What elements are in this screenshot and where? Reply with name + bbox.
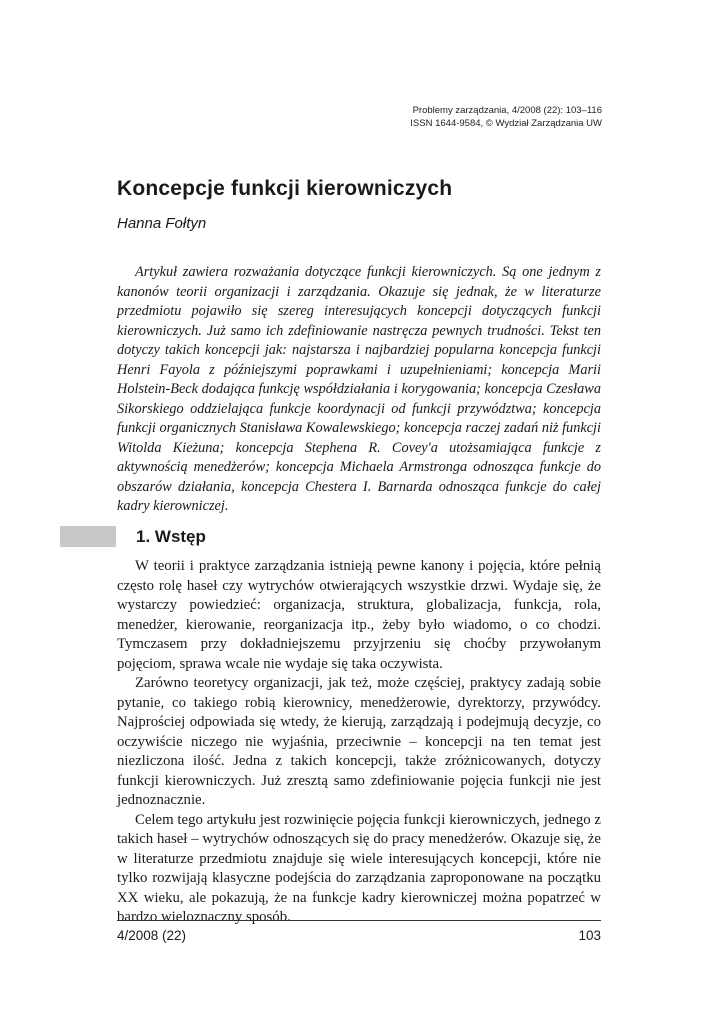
page-number: 103 (578, 928, 601, 943)
footer-issue: 4/2008 (22) (117, 928, 187, 943)
journal-info (410, 104, 602, 130)
journal-citation: Problemy zarządzania, 4/2008 (22): 103–116 (412, 105, 602, 116)
body-paragraph: Celem tego artykułu jest rozwinięcie pojęcia funkcji kierowniczych, jednego z takich haseł – wytrychów odnoszących się do pracy menedżerów. Okazuje się, że w literaturze przedmiotu znajduje się wiele interesujących koncepcji, które nie tylko rozwijają klasyczne podejścia do zarządzania zaproponowane na początku XX wieku, ale pokazują, że na funkcje kadry kierowniczej można popatrzeć w bardzo wieloznaczny sposób. (117, 811, 601, 925)
article-abstract: Artykuł zawiera rozważania dotyczące funkcji kierowniczych. Są one jednym z kanonów teorii organizacji i zarządzania. Okazuje się jednak, że w literaturze przedmiotu pojawiło się szereg interesujących koncepcji dotyczących funkcji kierowniczych. Już samo ich zdefiniowanie nastręcza pewnych trudności. Tekst ten dotyczy takich koncepcji jak: najstarsza i najbardziej popularna koncepcja funkcji Henri Fayola z późniejszymi poprawkami i uzupełnieniami; koncepcja Marii Holstein-Beck dodająca funkcję współdziałania i korygowania; koncepcja Czesława Sikorskiego oddzielająca funkcje koordynacji od funkcji przywództwa; koncepcja funkcji organicznych Stanisława Kowalewskiego; koncepcja raczej zadań niż funkcji Witolda Kieżuna; koncepcja Stephena R. Covey'a utożsamiająca funkcje z aktywnością menedżerów; koncepcja Michaela Armstronga odnosząca funkcje do obszarów działania, koncepcja Chestera I. Barnarda odnosząca funkcje do całej kadry kierowniczej. (117, 264, 601, 514)
article-author: Hanna Fołtyn (117, 215, 207, 232)
section-body (117, 557, 601, 928)
section-marker-bar (60, 526, 116, 547)
article-title: Koncepcje funkcji kierowniczych (117, 177, 453, 200)
body-paragraph: Zarówno teoretycy organizacji, jak też, może częściej, praktycy zadają sobie pytanie, co takiego robią kierownicy, menedżerowie, dyrektorzy, przywódcy. Najprościej odpowiada się wtedy, że kierują, zarządzają i podejmują decyzje, co oczywiście niczego nie wyjaśnia, przeciwnie – koncepcji na ten temat jest niezliczona ilość. Jedna z takich koncepcji, także zróżnicowanych, dotyczy funkcji kierowniczych. Już zresztą samo zdefiniowanie pojęcia funkcji nie jest jednoznacznie. (117, 675, 601, 808)
body-paragraph: W teorii i praktyce zarządzania istnieją pewne kanony i pojęcia, które pełnią często rolę haseł czy wytrychów otwierających wszystkie drzwi. Wydaje się, że wystarczy powiedzieć: organizacja, struktura, globalizacja, funkcja, rola, menedżer, kierowanie, reorganizacja itp., żeby było wiadomo, o co chodzi. Tymczasem przy dokładniejszemu przyjrzeniu się choćby przywołanym pojęciom, sprawa wcale nie wydaje się taka oczywista. (117, 558, 601, 672)
journal-issn: ISSN 1644-9584, © Wydział Zarządzania UW (410, 118, 602, 129)
footer-divider (117, 920, 601, 921)
section-heading: 1. Wstęp (136, 527, 206, 546)
